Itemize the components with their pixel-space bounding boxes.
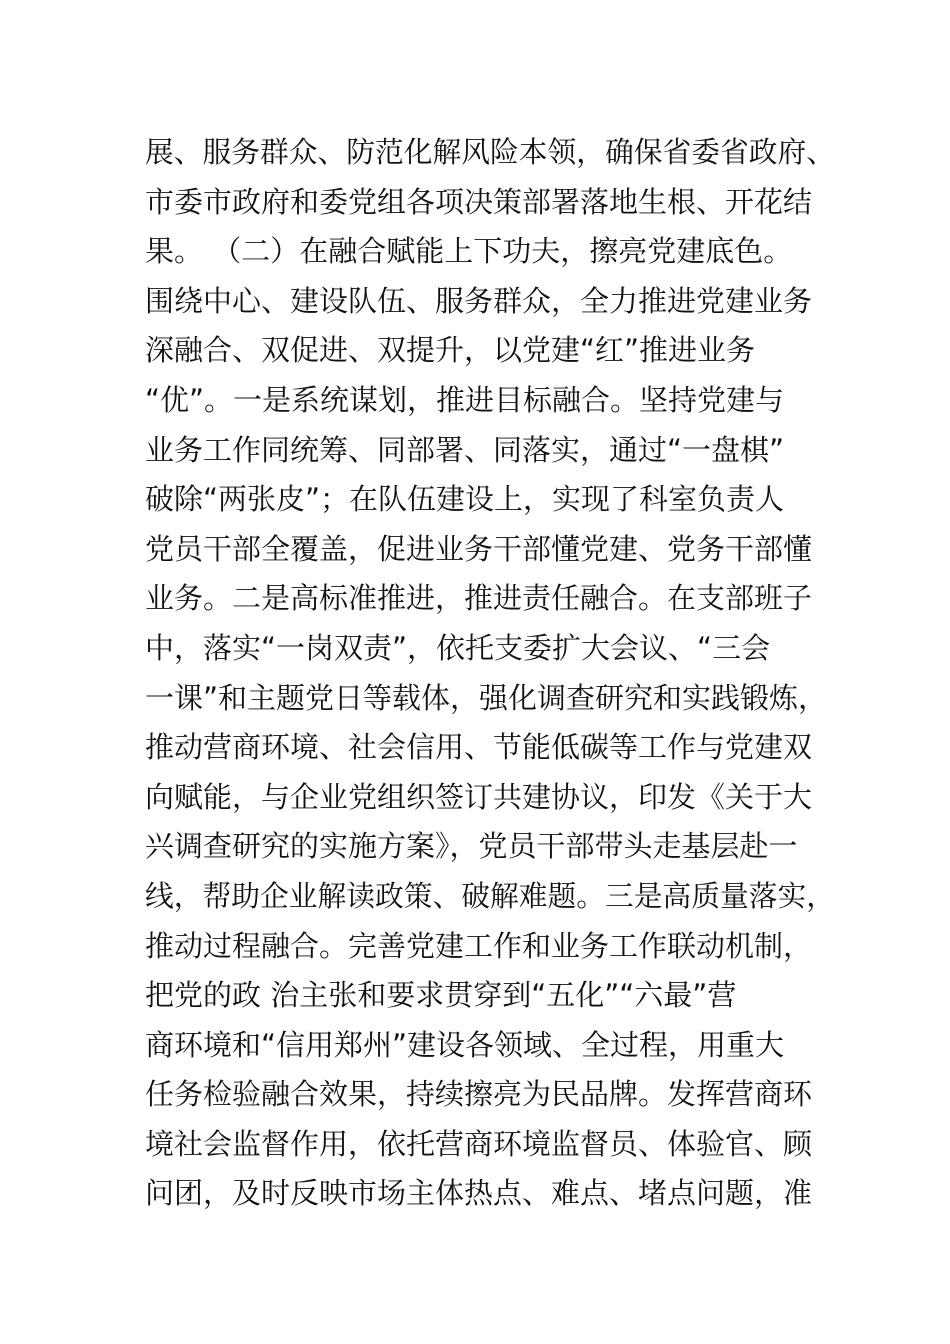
text-line: 任务检验融合效果，持续擦亮为民品牌。发挥营商环 (145, 1077, 813, 1112)
text-line: 商环境和“信用郑州”建设各领域、全过程，用重大 (145, 1027, 785, 1062)
text-line: 业务工作同统筹、同部署、同落实，通过“一盘棋” (145, 432, 785, 467)
text-line: 把党的政 治主张和要求贯穿到“五化”“六最”营 (145, 978, 737, 1013)
text-line: 党员干部全覆盖，促进业务干部懂党建、党务干部懂 (145, 531, 813, 566)
text-line: 向赋能，与企业党组织签订共建协议，印发《关于大 (145, 779, 813, 814)
text-line: 展、服务群众、防范化解风险本领，确保省委省政府、 (145, 135, 836, 169)
text-line: 市委市政府和委党组各项决策部署落地生根、开花结 (145, 184, 813, 219)
text-line: 一课”和主题党日等载体，强化调查研究和实践锻炼， (145, 680, 828, 715)
text-line: 中，落实“一岗双责”，依托支委扩大会议、“三会 (145, 630, 771, 665)
text-line: 兴调查研究的实施方案》，党员干部带头走基层赴一 (145, 829, 798, 864)
text-line: 破除“两张皮”；在队伍建设上，实现了科室负责人 (145, 482, 785, 517)
text-line: 深融合、双促进、双提升，以党建“红”推进业务 (145, 333, 756, 368)
text-line: 线，帮助企业解读政策、破解难题。三是高质量落实， (145, 878, 836, 913)
text-line: 果。 （二）在融合赋能上下功夫，擦亮党建底色。 (145, 234, 793, 269)
body-text (145, 128, 835, 1219)
text-line: “优”。一是系统谋划，推进目标融合。坚持党建与 (145, 382, 785, 417)
text-line: 推动营商环境、社会信用、节能低碳等工作与党建双 (145, 730, 813, 765)
text-line: 业务。二是高标准推进，推进责任融合。在支部班子 (145, 581, 813, 616)
text-line: 境社会监督作用，依托营商环境监督员、体验官、顾 (145, 1126, 813, 1161)
text-line: 围绕中心、建设队伍、服务群众，全力推进党建业务 (145, 283, 813, 318)
text-line: 问团，及时反映市场主体热点、难点、堵点问题，准 (145, 1176, 813, 1211)
text-line: 推动过程融合。完善党建工作和业务工作联动机制， (145, 928, 813, 963)
